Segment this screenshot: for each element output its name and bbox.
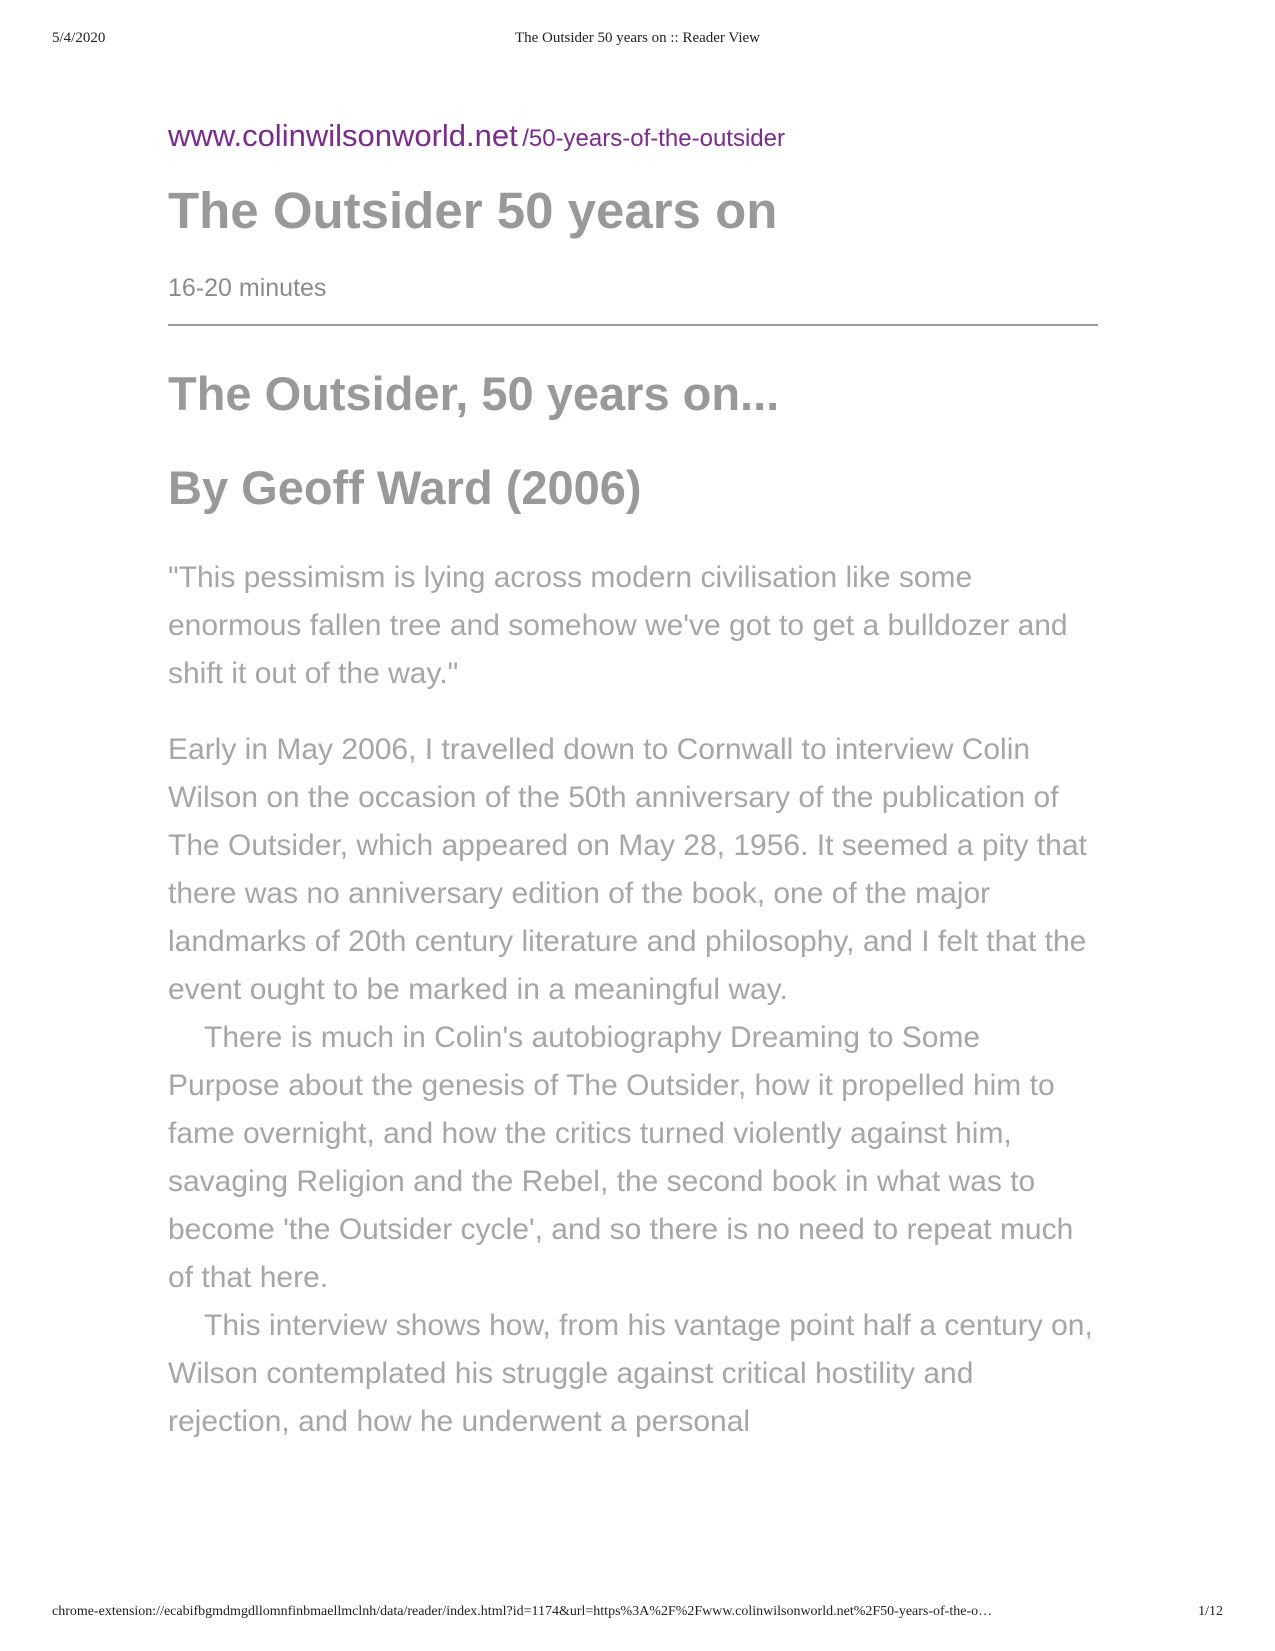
page-number: 1/12	[1198, 1604, 1223, 1619]
print-url: chrome-extension://ecabifbgmdmgdllomnfinbmaellmclnh/data/reader/index.html?id=1174&url=https%3A%2F%2Fwww.colinwilsonworld.net%2F50-years-of-the-o…	[52, 1604, 993, 1619]
article-paragraph: Early in May 2006, I travelled down to Cornwall to interview Colin Wilson on the occasion of the 50th anniversary of the publication of The Outsider, which appeared on May 28, 1956. It seemed a pity that there was no anniversary edition of the book, one of the major landmarks of 20th century literature and philosophy, and I felt that the event ought to be marked in a meaningful way.	[168, 733, 1087, 1006]
article-paragraph: There is much in Colin's autobiography Dreaming to Some Purpose about the genesis of The Outsider, how it propelled him to fame overnight, and how the critics turned violently against him, savaging Religion and the Rebel, the second book in what was to become 'the Outsider cycle', and so there is no need to repeat much of that here.	[168, 1021, 1074, 1294]
article-paragraph: This interview shows how, from his vantage point half a century on, Wilson contemplated his struggle against critical hostility and rejection, and how he underwent a personal	[168, 1309, 1093, 1438]
article-title: The Outsider 50 years on	[168, 182, 778, 239]
print-date: 5/4/2020	[52, 30, 106, 46]
print-footer	[52, 1604, 1223, 1624]
article-heading: The Outsider, 50 years on...	[168, 367, 780, 420]
source-domain[interactable]: www.colinwilsonworld.net	[168, 118, 518, 153]
reader-view	[168, 118, 1098, 1446]
reading-time: 16-20 minutes	[168, 274, 327, 302]
header-divider	[168, 324, 1098, 326]
print-header	[52, 30, 1223, 50]
article-quote: "This pessimism is lying across modern civilisation like some enormous fallen tree and somehow we've got to get a bulldozer and shift it out of the way."	[168, 561, 1068, 690]
source-link[interactable]	[168, 118, 1098, 162]
source-path[interactable]: /50-years-of-the-outsider	[522, 125, 785, 152]
article-byline: By Geoff Ward (2006)	[168, 461, 642, 514]
print-page-title: The Outsider 50 years on :: Reader View	[514, 30, 760, 46]
